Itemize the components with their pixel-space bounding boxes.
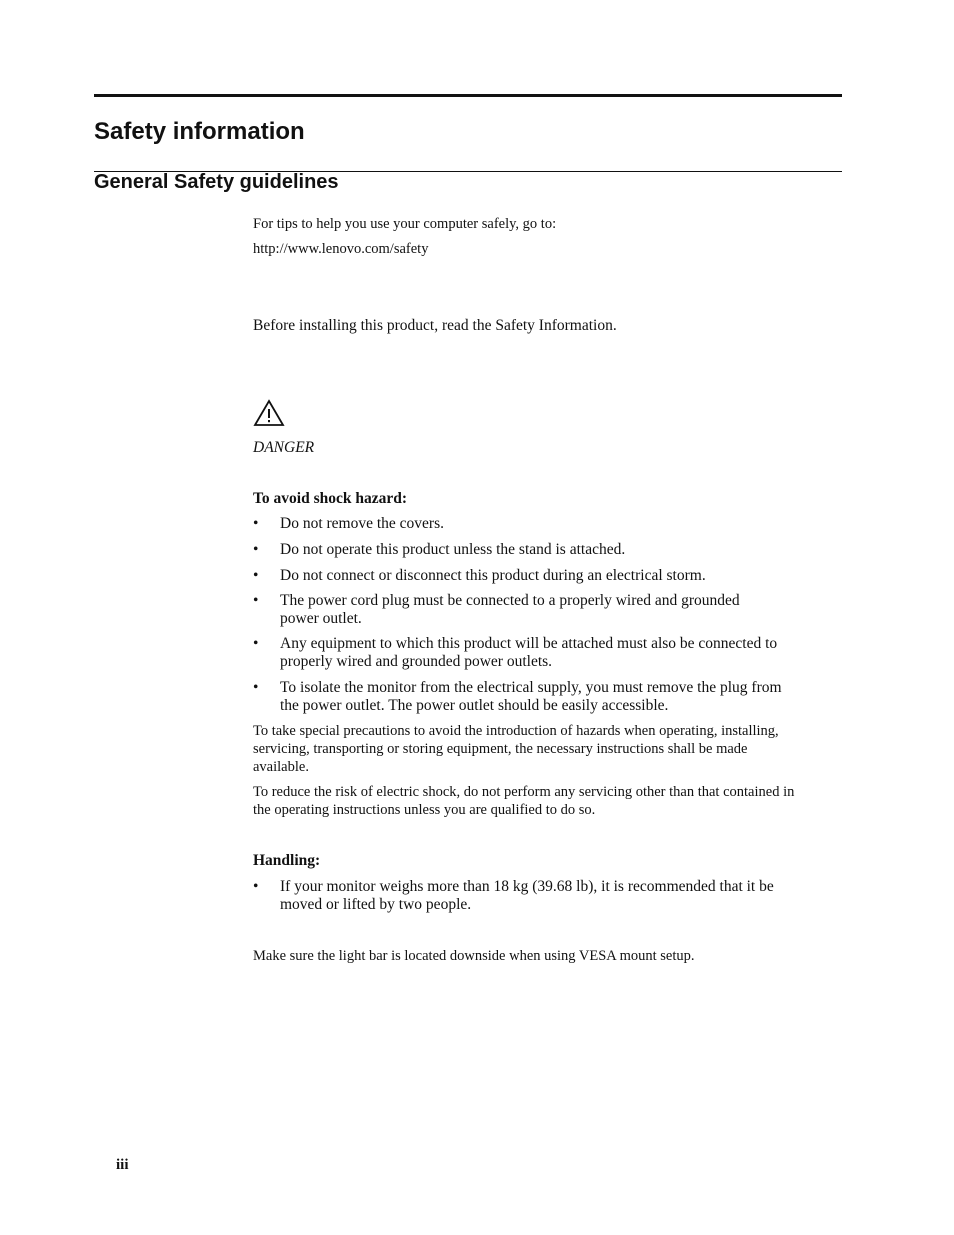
list-item-text: moved or lifted by two people. [280,896,472,913]
warning-triangle-icon [253,399,285,427]
bullet: • [253,635,259,652]
list-item-text: Do not connect or disconnect this product during an electrical storm. [280,567,706,584]
bullet: • [253,878,259,895]
handling-heading: Handling: [253,852,321,869]
list-item-text: the power outlet. The power outlet should be easily accessible. [280,697,669,714]
top-rule [94,94,842,97]
list-item-text: power outlet. [280,610,362,627]
vesa-note: Make sure the light bar is located downside when using VESA mount setup. [253,948,695,964]
precaution-paragraph [253,722,779,776]
bullet: • [253,515,259,532]
bullet: • [253,567,259,584]
list-item-text: The power cord plug must be connected to a properly wired and grounded [280,592,740,609]
paragraph-line: To take special precautions to avoid the introduction of hazards when operating, installing, [253,723,779,739]
page-title: Safety information [94,118,305,145]
before-install-note: Before installing this product, read the Safety Information. [253,317,617,334]
list-item-text: If your monitor weighs more than 18 kg (39.68 lb), it is recommended that it be [280,878,774,895]
paragraph-line: the operating instructions unless you are qualified to do so. [253,802,596,818]
bullet: • [253,679,259,696]
danger-label: DANGER [253,439,315,456]
servicing-paragraph [253,783,794,819]
bullet: • [253,592,259,609]
list-item-text: Do not operate this product unless the stand is attached. [280,541,626,558]
list-item-text: Any equipment to which this product will be attached must also be connected to [280,635,778,652]
list-item-text: Do not remove the covers. [280,515,444,532]
section-title: General Safety guidelines [94,171,339,193]
paragraph-line: To reduce the risk of electric shock, do not perform any servicing other than that contained in [253,784,795,800]
paragraph-line: available. [253,759,309,775]
list-item-text: properly wired and grounded power outlets. [280,653,553,670]
safety-url: http://www.lenovo.com/safety [253,241,429,257]
tips-line: For tips to help you use your computer safely, go to: [253,216,557,232]
shock-heading: To avoid shock hazard: [253,490,408,507]
page-number: iii [116,1157,129,1173]
list-item-text: To isolate the monitor from the electrical supply, you must remove the plug from [280,679,782,696]
paragraph-line: servicing, transporting or storing equipment, the necessary instructions shall be made [253,741,748,757]
bullet: • [253,541,259,558]
